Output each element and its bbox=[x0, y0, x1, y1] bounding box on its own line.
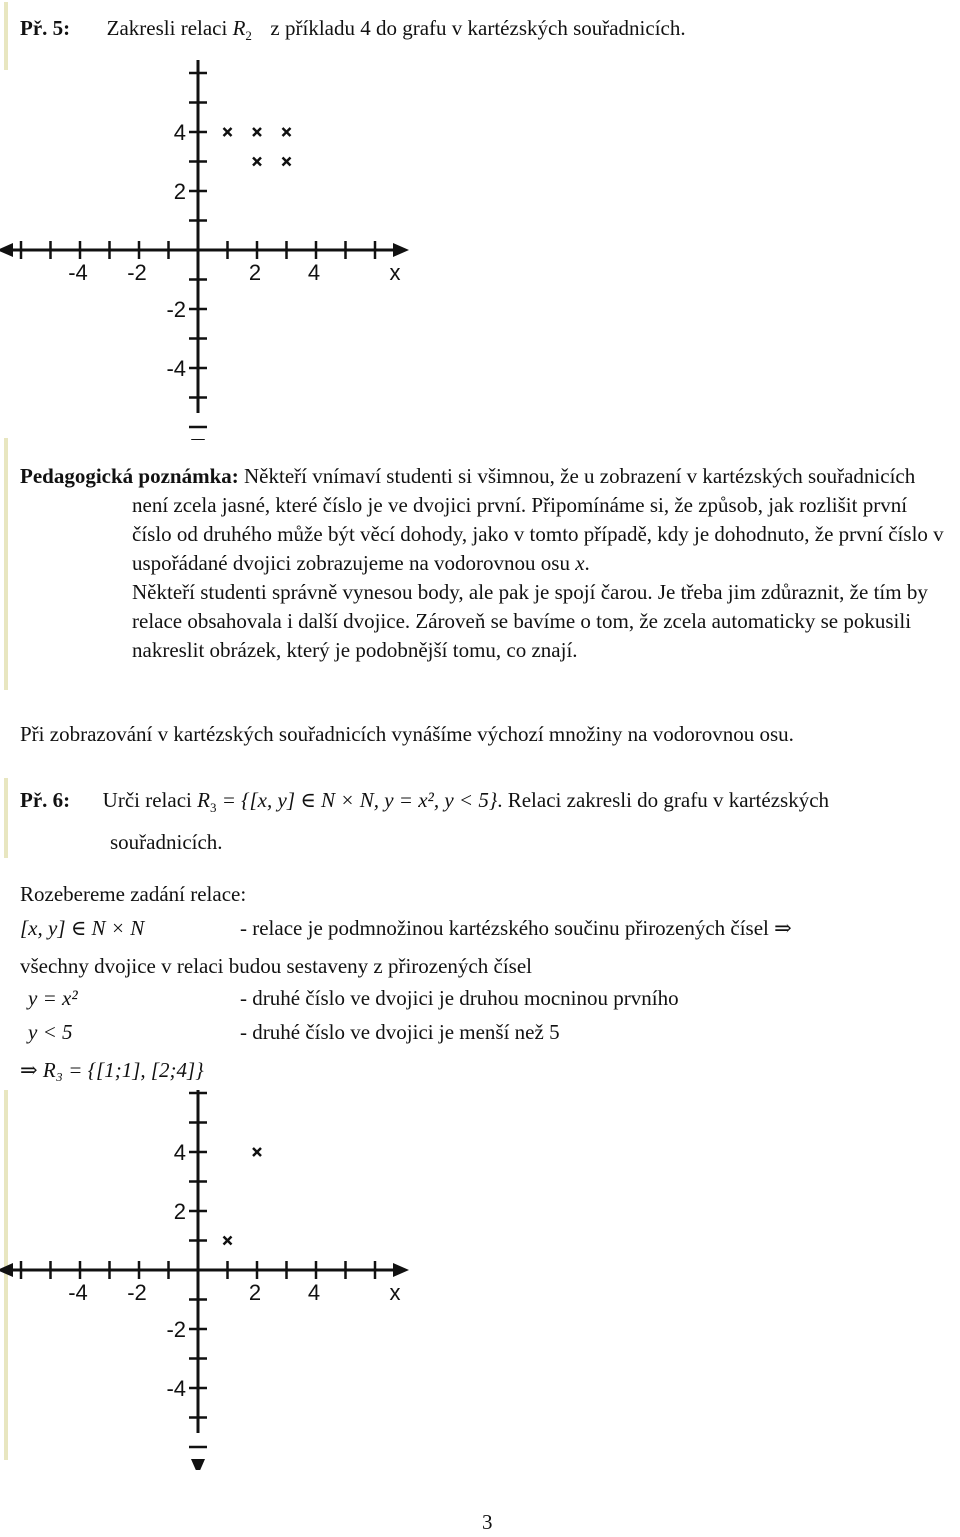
y-tick-label: -2 bbox=[166, 1317, 186, 1342]
condition-2-math: y = x² bbox=[28, 986, 78, 1010]
example-5-heading bbox=[20, 14, 686, 50]
data-point-cross bbox=[253, 1148, 261, 1156]
y-tick-label: -2 bbox=[166, 297, 186, 322]
condition-1-text: - relace je podmnožinou kartézského součinu přirozených čísel ⇒ bbox=[240, 916, 792, 940]
graph-2-axes bbox=[0, 1090, 409, 1470]
y-axis-arrow-down bbox=[191, 1459, 205, 1470]
data-point-cross bbox=[224, 128, 232, 136]
x-axis-arrow-left bbox=[0, 243, 13, 257]
y-tick-label: -4 bbox=[166, 356, 186, 381]
example-6-heading bbox=[20, 786, 829, 822]
example-text: Zakresli relaci bbox=[106, 16, 228, 40]
result-relation: ⇒ R₃ = {[1;1], [2;4]} bbox=[20, 1058, 204, 1082]
data-point-cross bbox=[283, 128, 291, 136]
condition-3-text: - druhé číslo ve dvojici je menší než 5 bbox=[240, 1020, 560, 1044]
example-text: z příkladu 4 do grafu v kartézských souřadnicích. bbox=[270, 16, 686, 40]
example-label: Př. 5: bbox=[20, 16, 71, 40]
x-axis-label: x bbox=[389, 260, 401, 285]
condition-3-math: y < 5 bbox=[28, 1020, 73, 1044]
cartesian-graph-2 bbox=[0, 1090, 420, 1470]
x-tick-label: 2 bbox=[248, 260, 262, 285]
relation-name: R bbox=[232, 16, 246, 40]
example-6-continuation: souřadnicích. bbox=[110, 830, 223, 854]
relation-subscript: 2 bbox=[245, 28, 252, 44]
x-axis-arrow bbox=[393, 243, 409, 257]
x-tick-label: -2 bbox=[127, 1280, 147, 1305]
data-point-cross bbox=[253, 158, 261, 166]
y-tick-label: 4 bbox=[173, 1140, 186, 1165]
y-axis-arrow-down bbox=[191, 439, 205, 440]
x-tick-label: -2 bbox=[127, 260, 147, 285]
note-paragraph-2: Někteří studenti správně vynesou body, ale pak je spojí čarou. Je třeba jim zdůraznit, že tím by relace obsahovala i další dvojice. Zároveň se bavíme o tom, že zcela automaticky se pokusili nakreslit obrázek, který je podobnější tomu, co znají. bbox=[132, 580, 928, 662]
x-tick-label: 4 bbox=[307, 260, 321, 285]
y-tick-label: 2 bbox=[173, 1199, 186, 1224]
page-number: 3 bbox=[482, 1510, 493, 1534]
relation-subscript: 3 bbox=[209, 800, 217, 816]
x-axis-arrow-left bbox=[0, 1263, 13, 1277]
relation-name: R bbox=[197, 788, 210, 812]
y-tick-label: 2 bbox=[173, 179, 186, 204]
x-axis-arrow bbox=[393, 1263, 409, 1277]
x-tick-label: -4 bbox=[68, 260, 88, 285]
data-point-cross bbox=[283, 158, 291, 166]
y-tick-label: 4 bbox=[173, 120, 186, 145]
example-text: . Relaci zakresli do grafu v kartézských bbox=[497, 788, 830, 812]
margin-bar bbox=[4, 438, 8, 690]
data-point-cross bbox=[253, 128, 261, 136]
rule-text: Při zobrazování v kartézských souřadnicích vynášíme výchozí množiny na vodorovnou osu. bbox=[20, 722, 794, 746]
x-tick-label: 2 bbox=[248, 1280, 262, 1305]
condition-1-continuation: všechny dvojice v relaci budou sestaveny z přirozených čísel bbox=[20, 954, 532, 978]
x-tick-label: -4 bbox=[68, 1280, 88, 1305]
note-heading: Pedagogická poznámka: bbox=[20, 464, 239, 488]
note-variable: x bbox=[575, 551, 585, 575]
x-axis-label: x bbox=[389, 1280, 401, 1305]
relation-definition: = {[x, y] ∈ N × N, y = x², y < 5} bbox=[221, 788, 498, 812]
note-paragraph-1: Pedagogická poznámka: Někteří vnímaví studenti si všimnou, že u zobrazení v kartézských souřadnicích není zcela jasné, které číslo je ve dvojici první. Připomínáme si, že způsob, jak rozlišit první číslo od druhého může být věcí dohody, jako v tomto případě, kdy je dohodnuto, že první číslo v uspořádané dvojici zobrazujeme na vodorovnou osu x. bbox=[20, 464, 944, 575]
example-label: Př. 6: bbox=[20, 788, 71, 812]
pedagogical-note bbox=[20, 462, 945, 665]
analysis-intro: Rozebereme zadání relace: bbox=[20, 882, 247, 906]
margin-bar bbox=[4, 778, 8, 858]
graph-1-axes bbox=[0, 60, 409, 440]
example-text: Urči relaci bbox=[102, 788, 192, 812]
note-text-1: Někteří vnímaví studenti si všimnou, že u zobrazení v kartézských souřadnicích není zcela jasné, které číslo je ve dvojici první. Připomínáme si, že způsob, jak rozlišit první číslo od druhého může být věcí dohody, jako v tomto případě, kdy je dohodnuto, že první číslo v uspořádané dvojici zobrazujeme na vodorovnou osu bbox=[132, 464, 944, 575]
condition-2-text: - druhé číslo ve dvojici je druhou mocninou prvního bbox=[240, 986, 679, 1010]
cartesian-graph-1 bbox=[0, 60, 420, 440]
x-tick-label: 4 bbox=[307, 1280, 321, 1305]
data-point-cross bbox=[224, 1237, 232, 1245]
y-tick-label: -4 bbox=[166, 1376, 186, 1401]
condition-1-math: [x, y] ∈ N × N bbox=[20, 916, 145, 940]
